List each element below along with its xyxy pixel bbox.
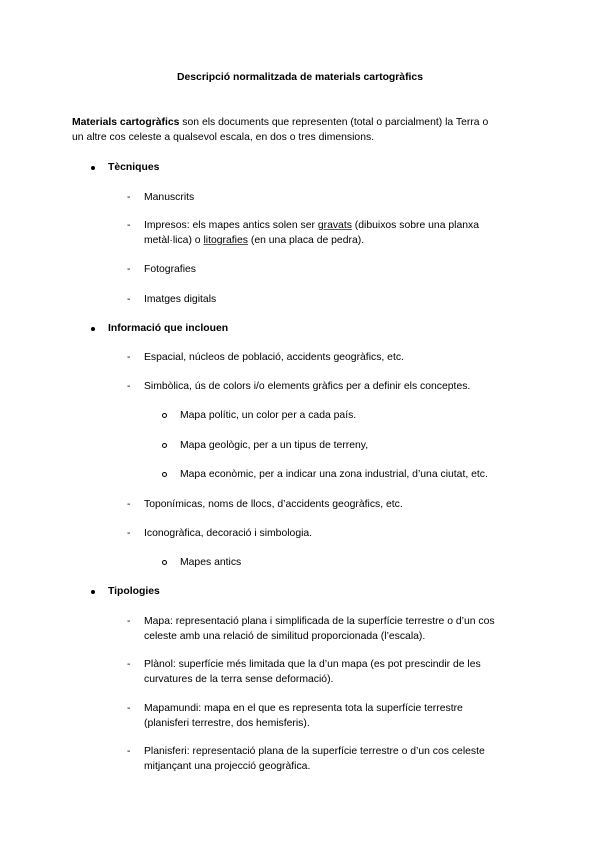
sub-item-mapa-economic: Mapa econòmic, per a indicar una zona industrial, d’una ciutat, etc. [180,469,488,480]
circle-marker [162,560,167,565]
section-heading-informacio: Informació que inclouen [108,323,229,334]
dash-marker: - [127,528,131,539]
list-item-mapamundi-line-1: Mapamundi: mapa en el que es representa tota la superfície terrestre [144,703,463,714]
bullet [91,166,95,170]
list-item-planisferi-line-2: mitjançant una projecció geogràfica. [144,761,311,772]
list-item-simbolica: Simbòlica, ús de colors i/o elements gràfics per a definir els conceptes. [144,381,471,392]
litografies-link[interactable]: litografies [203,235,248,246]
page-title: Descripció normalitzada de materials cartogràfics [176,72,423,83]
list-item-planisferi-line-1: Planisferi: representació plana de la superfície terrestre o d’un cos celeste [144,746,485,757]
intro-term: Materials cartogràfics [72,117,180,128]
list-item-mapa-line-2: celeste amb una relació de similitud proporcionada (l’escala). [144,631,426,642]
section-heading-tecniques: Tècniques [108,162,160,173]
list-item-impresos-line-2 [144,234,364,247]
sub-item-mapa-politic: Mapa polític, un color per a cada país. [180,410,357,421]
list-item-mapa-line-1: Mapa: representació plana i simplificada de la superfície terrestre o d’un cos [144,616,495,627]
circle-marker [162,443,167,448]
dash-marker: - [127,220,131,231]
intro-line-1-rest: son els documents que representen (total o parcialment) la Terra o [179,117,489,128]
impresos-text-b: (dibuixos sobre una planxa [351,220,479,231]
dash-marker: - [127,294,131,305]
dash-marker: - [127,703,131,714]
impresos-text-d: (en una placa de pedra). [247,235,365,246]
dash-marker: - [127,499,131,510]
list-item-imatges-digitals: Imatges digitals [144,294,217,305]
circle-marker [162,472,167,477]
dash-marker: - [127,659,131,670]
dash-marker: - [127,264,131,275]
list-item-manuscrits: Manuscrits [144,192,195,203]
dash-marker: - [127,192,131,203]
bullet [91,590,95,594]
sub-item-mapes-antics: Mapes antics [180,557,242,568]
list-item-mapamundi-line-2: (planisferi terrestre, dos hemisferis). [144,718,310,729]
dash-marker: - [127,352,131,363]
sub-item-mapa-geologic: Mapa geològic, per a un tipus de terreny, [180,440,369,451]
list-item-impresos-line-1 [144,219,479,232]
impresos-text-a: Impresos: els mapes antics solen ser [144,220,318,231]
list-item-toponimicas: Toponímicas, noms de llocs, d’accidents geogràfics, etc. [144,499,403,510]
list-item-iconografica: Iconogràfica, decoració i simbologia. [144,528,313,539]
impresos-text-c: metàl·lica) o [144,235,204,246]
dash-marker: - [127,381,131,392]
list-item-planol-line-2: curvatures de la terra sense deformació). [144,674,334,685]
gravats-link[interactable]: gravats [317,220,352,231]
list-item-espacial: Espacial, núcleos de població, accidents geogràfics, etc. [144,352,404,363]
intro-line-1 [72,116,488,129]
dash-marker: - [127,616,131,627]
list-item-planol-line-1: Plànol: superfície més limitada que la d’un mapa (es pot prescindir de les [144,659,481,670]
dash-marker: - [127,746,131,757]
bullet [91,327,95,331]
intro-line-2: un altre cos celeste a qualsevol escala, en dos o tres dimensions. [72,132,375,143]
section-heading-tipologies: Tipologies [108,586,160,597]
list-item-fotografies: Fotografies [144,264,196,275]
circle-marker [162,413,167,418]
